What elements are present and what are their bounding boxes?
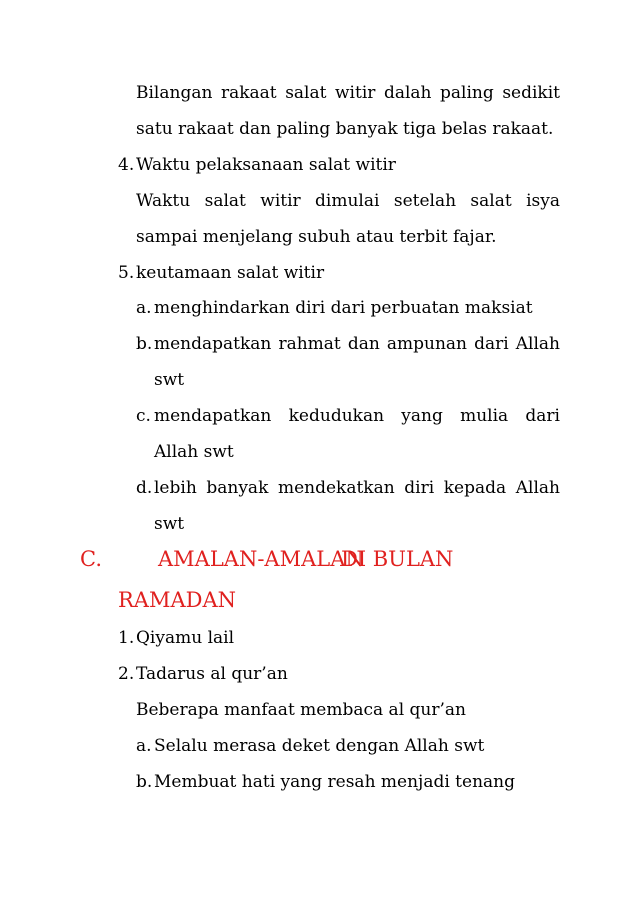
sub-letter-c: c. [136, 406, 151, 426]
waktu-paragraph-line-1: Waktu salat witir dimulai setelah salat isya [136, 191, 560, 211]
sub-item-c-line-1: mendapatkan kedudukan yang mulia dari [154, 406, 560, 426]
list-number-4: 4. [118, 155, 135, 175]
sub-item-a-text: menghindarkan diri dari perbuatan maksiat [154, 298, 533, 318]
list-c-item-1-text: Qiyamu lail [136, 628, 235, 648]
section-c-title-part-1: AMALAN-AMALAN [158, 547, 364, 571]
sub-item-b-line-1: mendapatkan rahmat dan ampunan dari Allah [154, 334, 560, 354]
list-number-5: 5. [118, 263, 135, 283]
sub-item-b-line-2: swt [154, 370, 185, 390]
rakaat-paragraph-line-2: satu rakaat dan paling banyak tiga belas rakaat. [136, 119, 554, 139]
sub-item-c-line-2: Allah swt [154, 442, 234, 462]
rakaat-paragraph-line-1: Bilangan rakaat salat witir dalah paling sedikit [136, 83, 560, 103]
list-c-number-2: 2. [118, 664, 135, 684]
manfaat-intro: Beberapa manfaat membaca al qur’an [136, 700, 466, 720]
item-5-title: keutamaan salat witir [136, 263, 325, 283]
list-c-item-2-text: Tadarus al qur’an [136, 664, 288, 684]
waktu-paragraph-line-2: sampai menjelang subuh atau terbit fajar. [136, 227, 497, 247]
section-c-title-line-2: RAMADAN [118, 588, 237, 612]
list-c-sub-letter-a: a. [136, 736, 152, 756]
section-c-letter: C. [80, 547, 102, 571]
list-c-sub-item-b-text: Membuat hati yang resah menjadi tenang [154, 772, 515, 792]
list-c-sub-letter-b: b. [136, 772, 153, 792]
sub-letter-b: b. [136, 334, 153, 354]
list-c-sub-item-a-text: Selalu merasa deket dengan Allah swt [154, 736, 485, 756]
sub-letter-a: a. [136, 298, 152, 318]
sub-item-d-line-1: lebih banyak mendekatkan diri kepada Allah [154, 478, 560, 498]
list-c-number-1: 1. [118, 628, 135, 648]
sub-item-d-line-2: swt [154, 514, 185, 534]
section-c-title-part-2: DI BULAN [341, 547, 454, 571]
item-4-title: Waktu pelaksanaan salat witir [136, 155, 396, 175]
sub-letter-d: d. [136, 478, 153, 498]
